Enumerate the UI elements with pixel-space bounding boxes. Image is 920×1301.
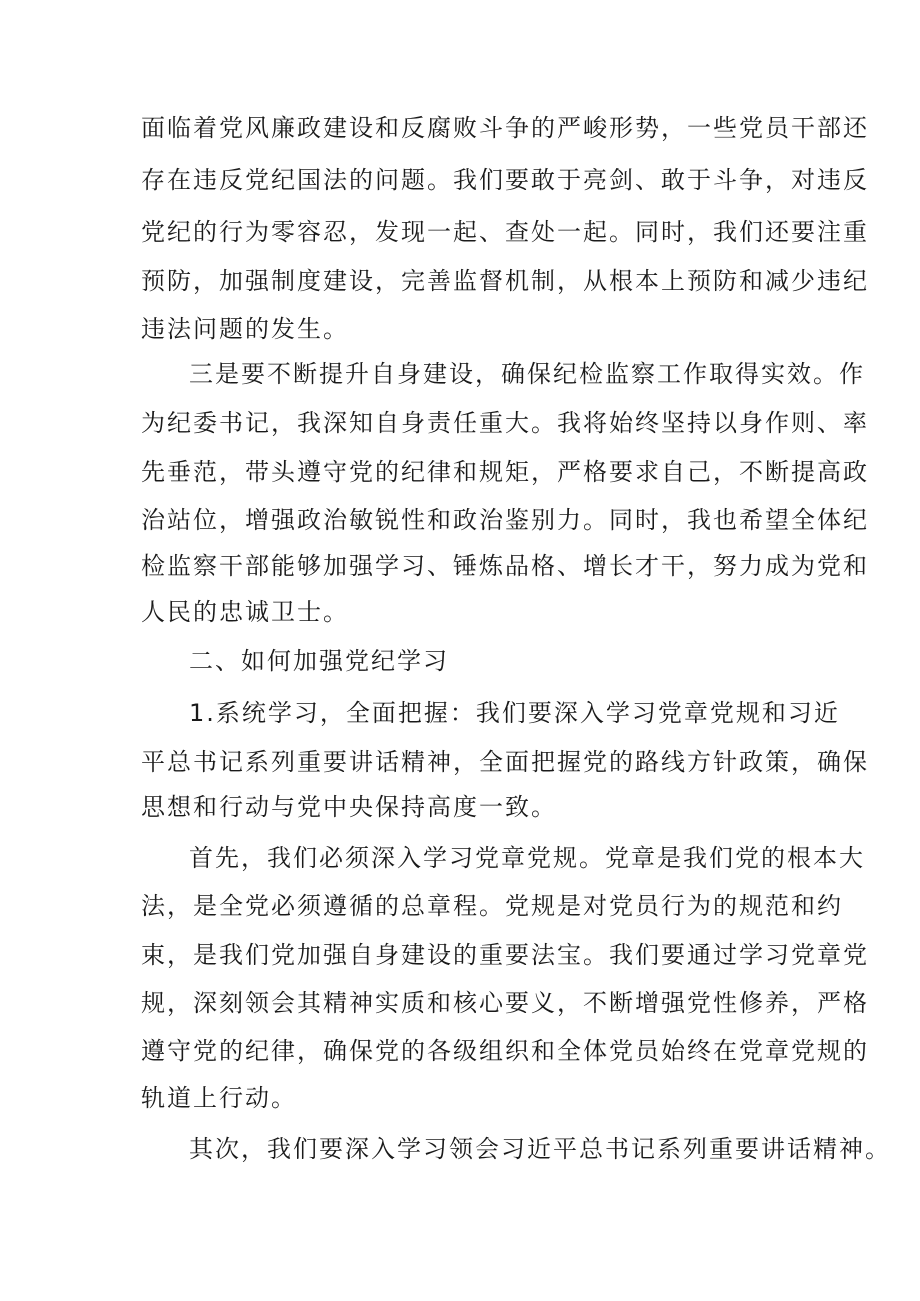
text-line: 违法问题的发生。: [141, 315, 349, 343]
text-line: 遵守党的纪律，确保党的各级组织和全体党员始终在党章党规的: [141, 1037, 869, 1065]
text-line: 轨道上行动。: [141, 1084, 297, 1112]
text-line: 规，深刻领会其精神实质和核心要义，不断增强党性修养，严格: [141, 989, 869, 1017]
text-line: 1.系统学习，全面把握：我们要深入学习党章党规和习近: [189, 699, 840, 727]
text-line: 束，是我们党加强自身建设的重要法宝。我们要通过学习党章党: [141, 941, 869, 969]
text-line: 首先，我们必须深入学习党章党规。党章是我们党的根本大: [189, 844, 865, 872]
text-line: 人民的忠诚卫士。: [141, 598, 349, 626]
section-heading: 二、如何加强党纪学习: [189, 647, 449, 675]
text-line: 为纪委书记，我深知自身责任重大。我将始终坚持以身作则、率: [141, 409, 869, 437]
text-line: 党纪的行为零容忍，发现一起、查处一起。同时，我们还要注重: [141, 218, 869, 246]
text-line: 存在违反党纪国法的问题。我们要敢于亮剑、敢于斗争，对违反: [141, 166, 869, 194]
text-line: 三是要不断提升自身建设，确保纪检监察工作取得实效。作: [189, 360, 865, 388]
text-line: 面临着党风廉政建设和反腐败斗争的严峻形势，一些党员干部还: [141, 114, 869, 142]
text-line: 先垂范，带头遵守党的纪律和规矩，严格要求自己，不断提高政: [141, 458, 869, 486]
text-line: 预防，加强制度建设，完善监督机制，从根本上预防和减少违纪: [141, 267, 869, 295]
text-line: 法，是全党必须遵循的总章程。党规是对党员行为的规范和约: [141, 892, 843, 920]
text-line: 检监察干部能够加强学习、锤炼品格、增长才干，努力成为党和: [141, 552, 869, 580]
text-line: 平总书记系列重要讲话精神，全面把握党的路线方针政策，确保: [141, 748, 869, 776]
text-line: 其次，我们要深入学习领会习近平总书记系列重要讲话精神。: [189, 1135, 891, 1163]
text-line: 治站位，增强政治敏锐性和政治鉴别力。同时，我也希望全体纪: [141, 506, 869, 534]
text-line: 思想和行动与党中央保持高度一致。: [141, 793, 557, 821]
